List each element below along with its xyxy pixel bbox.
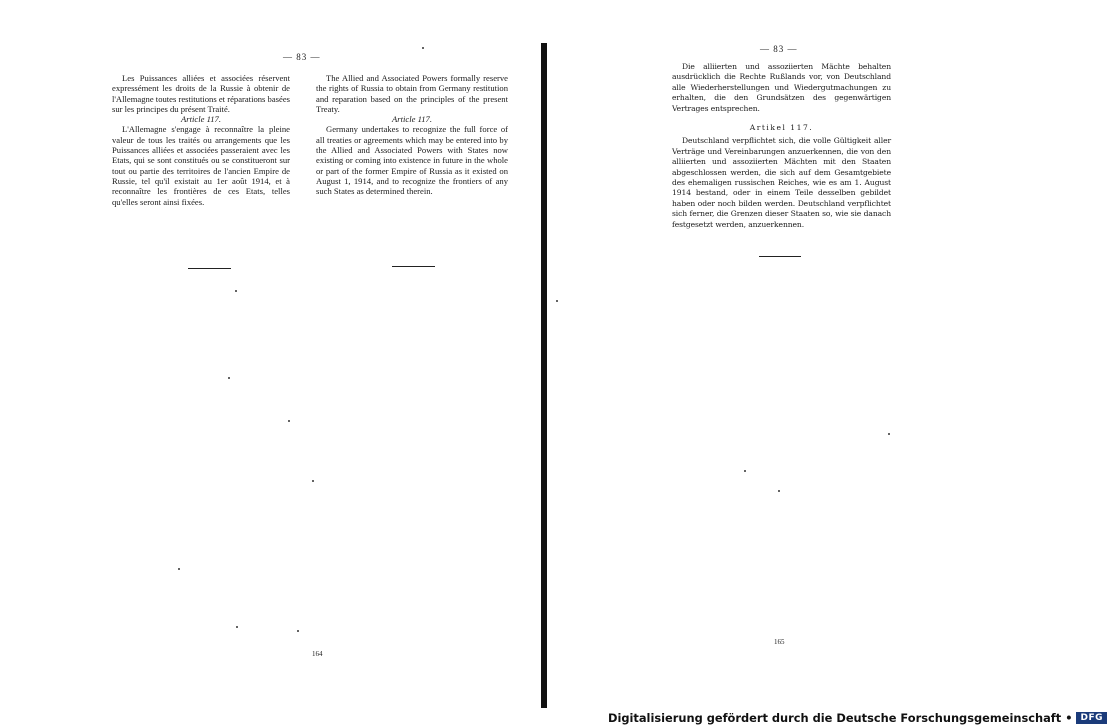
english-column — [316, 73, 508, 197]
german-article-paragraph: Deutschland verpflichtet sich, die volle Gültigkeit aller Verträge und Vereinbarungen anzuerkennen, die von den alliierten und assoziierten Mächten mit den Staaten abgeschlossen werden, die sich auf dem Gesamtgebiete des ehemaligen russischen Reiches, wie es am 1. August 1914 bestand, oder in einem Teile desselben gebildet haben oder noch bilden werden. Deutschland verpflichtet sich ferner, die Grenzen dieser Staaten so, wie sie danach festgesetzt werden, anzuerkennen. — [672, 136, 891, 229]
german-article-heading: Artikel 117. — [749, 123, 814, 133]
dfg-logo: DFG — [1076, 712, 1107, 724]
folio-number: 164 — [312, 650, 323, 658]
german-column — [672, 62, 891, 230]
german-intro-paragraph: Die alliierten und assoziierten Mächte behalten ausdrücklich die Rechte Rußlands vor, von Deutschland alle Wiederherstellungen und Wiedergutmachungen zu erhalten, die den Grundsätzen des gegenwärtigen Vertrages entsprechen. — [672, 62, 891, 113]
french-end-rule — [188, 268, 231, 269]
left-page — [0, 0, 540, 727]
digitization-footer — [608, 710, 1107, 725]
french-article-paragraph: L'Allemagne s'engage à reconnaître la pleine valeur de tous les traités ou arrangements que les Puissances alliées et associées passeraient avec les Etats, qui se sont constitués ou se constitueront sur tout ou partie des territoires de l'ancien Empire de Russie, tel qu'il existait au 1er août 1914, et à reconnaître les frontières de ces Etats, telles qu'elles seront ainsi fixées. — [112, 124, 290, 207]
footer-bullet: • — [1065, 710, 1073, 725]
scan-speck — [235, 290, 237, 292]
scan-speck — [744, 470, 746, 472]
scan-speck — [888, 433, 890, 435]
french-column — [112, 73, 290, 207]
scan-speck — [297, 630, 299, 632]
scan-speck — [236, 626, 238, 628]
page-header-number: — 83 — — [760, 44, 798, 54]
scan-speck — [178, 568, 180, 570]
book-gutter — [541, 43, 547, 708]
scan-speck — [312, 480, 314, 482]
english-article-heading: Article 117. — [392, 114, 432, 125]
page-header-number: — 83 — — [283, 52, 321, 62]
scan-speck — [778, 490, 780, 492]
scan-speck — [288, 420, 290, 422]
english-end-rule — [392, 266, 435, 267]
folio-number: 165 — [774, 638, 785, 646]
scan-speck — [228, 377, 230, 379]
english-intro-paragraph: The Allied and Associated Powers formally reserve the rights of Russia to obtain from Germany restitution and reparation based on the principles of the present Treaty. — [316, 73, 508, 114]
scan-speck — [556, 300, 558, 302]
right-page — [548, 0, 1000, 727]
english-article-paragraph: Germany undertakes to recognize the full force of all treaties or agreements which may be entered into by the Allied and Associated Powers with States now existing or coming into existence in future in the whole or part of the former Empire of Russia as it existed on August 1, 1914, and to recognize the frontiers of any such States as determined therein. — [316, 124, 508, 197]
scan-speck — [422, 47, 424, 49]
german-end-rule — [759, 256, 801, 257]
footer-credit-text: Digitalisierung gefördert durch die Deutsche Forschungsgemeinschaft — [608, 710, 1062, 725]
french-article-heading: Article 117. — [181, 114, 221, 125]
french-intro-paragraph: Les Puissances alliées et associées réservent expressément les droits de la Russie à obtenir de l'Allemagne toutes restitutions et réparations basées sur les principes du présent Traité. — [112, 73, 290, 114]
